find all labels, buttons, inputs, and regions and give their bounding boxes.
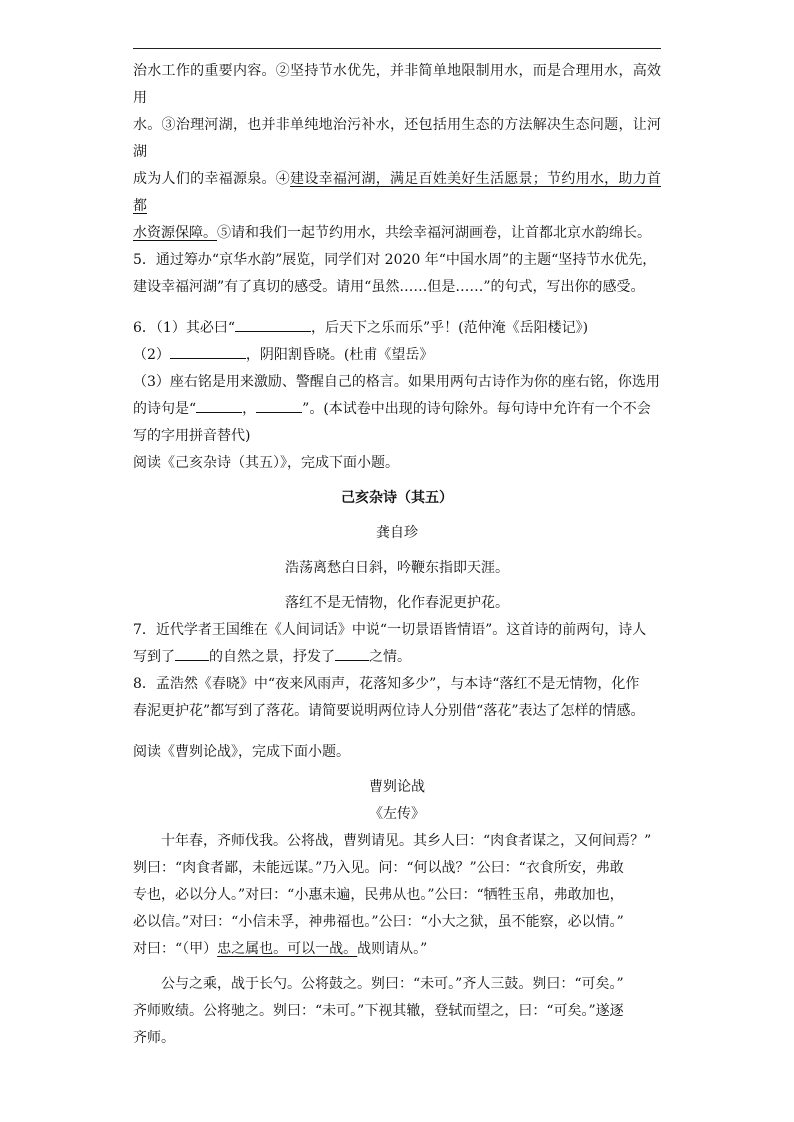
intro-text: ⑤请和我们一起节约用水，共绘幸福河湖画卷，让首都北京水韵绵长。 <box>217 225 651 241</box>
passage-para-1-line-4: 必以信。”对曰：“小信未孚，神弗福也。”公曰：“小大之狱，虽不能察，必以情。” <box>133 914 624 930</box>
question-5-line-1: 5．通过筹办“京华水韵”展览，同学们对 2020 年“中国水周”的主题“坚持节水优先， <box>133 252 657 268</box>
answer-space <box>133 725 661 739</box>
intro-line-1: 治水工作的重要内容。②坚持节水优先，并非简单地限制用水，而是合理用水，高效用 <box>133 63 661 106</box>
passage-para-1-line-3: 专也，必以分人。”对曰：“小惠未遍，民弗从也。”公曰：“牺牲玉帛，弗敢加也， <box>133 887 624 903</box>
passage-source: 《左传》 <box>369 806 425 822</box>
passage-para-1-line-2: 刿曰：“肉食者鄙，未能远谋。”乃入见。问：“何以战？”公曰：“衣食所安，弗敢 <box>133 860 624 876</box>
q6-text: ，后天下之乐而乐”乎！(范仲淹《岳阳楼记》) <box>310 320 589 336</box>
question-8-line-2: 春泥更护花”都写到了落花。请简要说明两位诗人分别借“落花”表达了怎样的情感。 <box>133 703 645 719</box>
q6-text: ， <box>242 401 257 417</box>
passage-para-2-line-1: 公与之乘，战于长勺。公将鼓之。刿曰：“未可。”齐人三鼓。刿曰：“可矣。” <box>161 976 624 992</box>
q6-text: （2） <box>133 347 170 363</box>
intro-line-2: 水。③治理河湖，也并非单纯地治污补水，还包括用生态的方法解决生态问题，让河湖 <box>133 117 661 160</box>
intro-line-4 <box>133 220 661 247</box>
passage-text: 对曰：“（甲） <box>133 941 218 957</box>
underlined-text: 忠之属也。可以一战。 <box>217 941 358 957</box>
poem-reading-lead: 阅读《己亥杂诗（其五）》，完成下面小题。 <box>133 455 399 471</box>
q7-text: 写到了 <box>133 649 175 665</box>
q7-text: 的自然之景，抒发了 <box>209 649 335 665</box>
question-5-line-2: 建设幸福河湖”有了真切的感受。请用“虽然……但是……”的句式，写出你的感受。 <box>133 279 645 295</box>
question-6-part-3-line-2 <box>133 396 661 423</box>
answer-space <box>133 301 661 315</box>
passage-para-1-line-5 <box>133 936 661 963</box>
fill-blank[interactable] <box>335 645 369 661</box>
passage-para-2-line-3: 齐师。 <box>133 1030 175 1046</box>
underlined-text: 建设幸福河湖，满足百姓美好生活愿景；节约用水，助力首都 <box>133 171 662 214</box>
poem-title: 己亥杂诗（其五） <box>341 490 453 506</box>
q6-text: 的诗句是“ <box>133 401 197 417</box>
poem-line-1: 浩荡离愁白日斜，吟鞭东指即天涯。 <box>285 560 509 576</box>
q6-text: ，阴阳割昏晓。(杜甫《望岳》 <box>245 347 434 363</box>
underlined-text: 水资源保障。 <box>133 225 217 241</box>
fill-blank[interactable] <box>175 645 209 661</box>
passage-para-2-line-2: 齐师败绩。公将驰之。刿曰：“未可。”下视其辙，登轼而望之，曰：“可矣。”遂逐 <box>133 1003 624 1019</box>
document-page <box>133 58 661 1052</box>
question-8-line-1: 8．孟浩然《春晓》中“夜来风雨声，花落知多少”，与本诗“落红不是无情物，化作 <box>133 676 640 692</box>
intro-text: 成为人们的幸福源泉。④ <box>133 171 291 187</box>
fill-blank[interactable] <box>235 316 311 332</box>
poem-author: 龚自珍 <box>376 525 418 541</box>
question-6-part-3-line-3: 写的字用拼音替代) <box>133 428 251 444</box>
question-6-part-2 <box>133 342 661 369</box>
poem-line-2: 落红不是无情物，化作春泥更护花。 <box>285 595 509 611</box>
question-6-part-3: （3）座右铭是用来激励、警醒自己的格言。如果用两句古诗作为你的座右铭，你选用 <box>133 374 660 390</box>
passage-title: 曹刿论战 <box>369 779 425 795</box>
intro-line-3 <box>133 166 661 220</box>
question-7-line-1: 7．近代学者王国维在《人间词话》中说“一切景语皆情语”。这首诗的前两句，诗人 <box>133 622 647 638</box>
passage-text: 战则请从。” <box>357 941 428 957</box>
question-6-part-1 <box>133 315 661 342</box>
q6-text: ”。(本试卷中出现的诗句除外。每句诗中允许有一个不会 <box>302 401 651 417</box>
fill-blank[interactable] <box>256 397 302 413</box>
fill-blank[interactable] <box>170 343 246 359</box>
q7-text: 之情。 <box>369 649 411 665</box>
passage-reading-lead: 阅读《曹刿论战》，完成下面小题。 <box>133 744 350 760</box>
question-7-line-2 <box>133 644 661 671</box>
fill-blank[interactable] <box>196 397 242 413</box>
q6-text: 6．（1）其必曰“ <box>133 320 235 336</box>
passage-para-1-line-1: 十年春，齐师伐我。公将战，曹刿请见。其乡人曰：“肉食者谋之，又何间焉？” <box>161 833 652 849</box>
header-rule <box>133 48 661 49</box>
